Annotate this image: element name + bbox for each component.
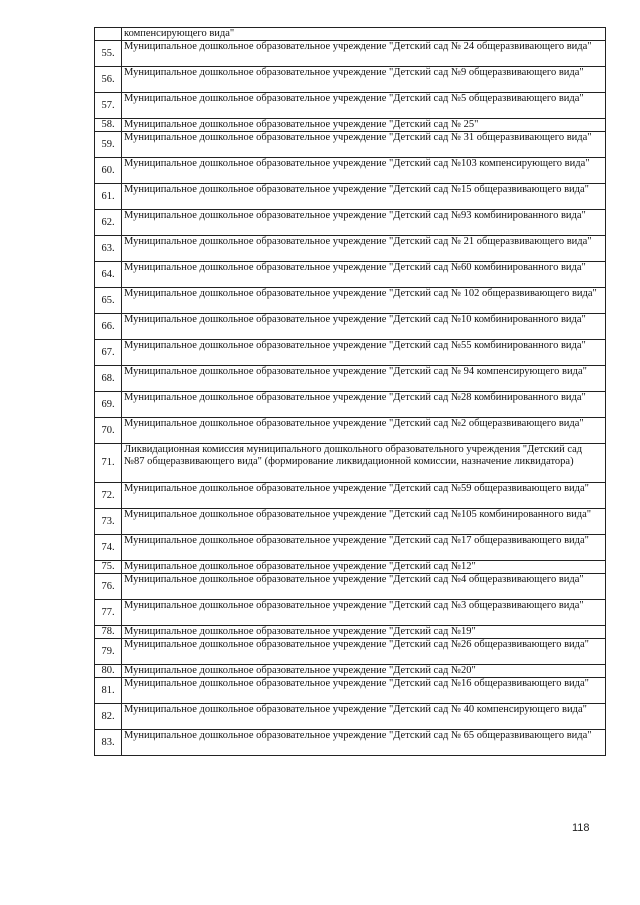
row-number-cell: 65. (95, 288, 122, 314)
row-text-cell: Муниципальное дошкольное образовательное учреждение "Детский сад № 24 общеразвивающего вида" (122, 41, 606, 67)
row-number-cell: 60. (95, 158, 122, 184)
table-row (95, 119, 606, 132)
table-row (95, 678, 606, 704)
row-number-cell: 59. (95, 132, 122, 158)
row-text-cell: Муниципальное дошкольное образовательное учреждение "Детский сад № 31 общеразвивающего вида" (122, 132, 606, 158)
row-number-cell: 79. (95, 639, 122, 665)
row-number-cell: 75. (95, 561, 122, 574)
row-number-cell: 80. (95, 665, 122, 678)
row-text-cell: Муниципальное дошкольное образовательное учреждение "Детский сад №10 комбинированного вида" (122, 314, 606, 340)
row-number-cell: 63. (95, 236, 122, 262)
row-text-cell: Муниципальное дошкольное образовательное учреждение "Детский сад № 25" (122, 119, 606, 132)
row-number-cell: 64. (95, 262, 122, 288)
row-number-cell: 66. (95, 314, 122, 340)
row-text-cell: Муниципальное дошкольное образовательное учреждение "Детский сад №12" (122, 561, 606, 574)
table-row (95, 600, 606, 626)
row-text-cell: компенсирующего вида" (122, 28, 606, 41)
row-text-cell: Муниципальное дошкольное образовательное учреждение "Детский сад №4 общеразвивающего вида" (122, 574, 606, 600)
row-text-cell: Муниципальное дошкольное образовательное учреждение "Детский сад № 40 компенсирующего вида" (122, 704, 606, 730)
table-row (95, 93, 606, 119)
row-text-cell: Муниципальное дошкольное образовательное учреждение "Детский сад № 94 компенсирующего вида" (122, 366, 606, 392)
row-number-cell: 81. (95, 678, 122, 704)
table-row (95, 730, 606, 756)
table-row (95, 288, 606, 314)
table-row (95, 418, 606, 444)
institutions-table (94, 27, 606, 756)
table-row (95, 483, 606, 509)
table-row (95, 509, 606, 535)
table-row (95, 158, 606, 184)
row-text-cell: Муниципальное дошкольное образовательное учреждение "Детский сад № 21 общеразвивающего вида" (122, 236, 606, 262)
row-number-cell: 61. (95, 184, 122, 210)
table-row (95, 561, 606, 574)
row-number-cell: 77. (95, 600, 122, 626)
institutions-table-body (95, 28, 606, 756)
table-row (95, 184, 606, 210)
row-text-cell: Муниципальное дошкольное образовательное учреждение "Детский сад №105 комбинированного вида" (122, 509, 606, 535)
row-text-cell: Муниципальное дошкольное образовательное учреждение "Детский сад №60 комбинированного вида" (122, 262, 606, 288)
row-text-cell: Муниципальное дошкольное образовательное учреждение "Детский сад № 65 общеразвивающего вида" (122, 730, 606, 756)
row-text-cell: Муниципальное дошкольное образовательное учреждение "Детский сад №103 компенсирующего вида" (122, 158, 606, 184)
row-number-cell: 73. (95, 509, 122, 535)
row-text-cell: Муниципальное дошкольное образовательное учреждение "Детский сад №5 общеразвивающего вида" (122, 93, 606, 119)
row-text-cell: Муниципальное дошкольное образовательное учреждение "Детский сад №19" (122, 626, 606, 639)
table-row (95, 262, 606, 288)
table-row (95, 639, 606, 665)
table-row (95, 574, 606, 600)
row-number-cell: 56. (95, 67, 122, 93)
row-number-cell: 82. (95, 704, 122, 730)
row-text-cell: Муниципальное дошкольное образовательное учреждение "Детский сад №17 общеразвивающего вида" (122, 535, 606, 561)
table-row (95, 392, 606, 418)
row-text-cell: Муниципальное дошкольное образовательное учреждение "Детский сад №55 комбинированного вида" (122, 340, 606, 366)
row-number-cell: 70. (95, 418, 122, 444)
row-number-cell: 71. (95, 444, 122, 483)
row-number-cell: 72. (95, 483, 122, 509)
table-row (95, 132, 606, 158)
row-number-cell: 76. (95, 574, 122, 600)
table-row (95, 626, 606, 639)
row-number-cell (95, 28, 122, 41)
row-number-cell: 83. (95, 730, 122, 756)
table-row-continuation (95, 28, 606, 41)
table-row (95, 535, 606, 561)
table-row (95, 665, 606, 678)
row-number-cell: 55. (95, 41, 122, 67)
table-row (95, 704, 606, 730)
table-row (95, 444, 606, 483)
table-row (95, 210, 606, 236)
row-text-cell: Ликвидационная комиссия муниципального дошкольного образовательного учреждения "Детский сад №87 общеразвивающего вида" (формирование ликвидационной комиссии, назначение ликвидатора) (122, 444, 606, 483)
row-text-cell: Муниципальное дошкольное образовательное учреждение "Детский сад №20" (122, 665, 606, 678)
row-number-cell: 74. (95, 535, 122, 561)
row-text-cell: Муниципальное дошкольное образовательное учреждение "Детский сад №26 общеразвивающего вида" (122, 639, 606, 665)
row-text-cell: Муниципальное дошкольное образовательное учреждение "Детский сад №59 общеразвивающего вида" (122, 483, 606, 509)
table-row (95, 314, 606, 340)
row-number-cell: 69. (95, 392, 122, 418)
row-text-cell: Муниципальное дошкольное образовательное учреждение "Детский сад №93 комбинированного вида" (122, 210, 606, 236)
row-text-cell: Муниципальное дошкольное образовательное учреждение "Детский сад №2 общеразвивающего вида" (122, 418, 606, 444)
table-row (95, 236, 606, 262)
row-text-cell: Муниципальное дошкольное образовательное учреждение "Детский сад №16 общеразвивающего вида" (122, 678, 606, 704)
row-number-cell: 68. (95, 366, 122, 392)
row-text-cell: Муниципальное дошкольное образовательное учреждение "Детский сад №3 общеразвивающего вида" (122, 600, 606, 626)
row-number-cell: 67. (95, 340, 122, 366)
row-number-cell: 57. (95, 93, 122, 119)
row-text-cell: Муниципальное дошкольное образовательное учреждение "Детский сад №9 общеразвивающего вида" (122, 67, 606, 93)
row-text-cell: Муниципальное дошкольное образовательное учреждение "Детский сад № 102 общеразвивающего вида" (122, 288, 606, 314)
row-number-cell: 78. (95, 626, 122, 639)
row-number-cell: 58. (95, 119, 122, 132)
table-row (95, 340, 606, 366)
page-number: 118 (572, 822, 590, 834)
table-row (95, 41, 606, 67)
row-text-cell: Муниципальное дошкольное образовательное учреждение "Детский сад №15 общеразвивающего вида" (122, 184, 606, 210)
table-row (95, 366, 606, 392)
row-text-cell: Муниципальное дошкольное образовательное учреждение "Детский сад №28 комбинированного вида" (122, 392, 606, 418)
row-number-cell: 62. (95, 210, 122, 236)
table-row (95, 67, 606, 93)
